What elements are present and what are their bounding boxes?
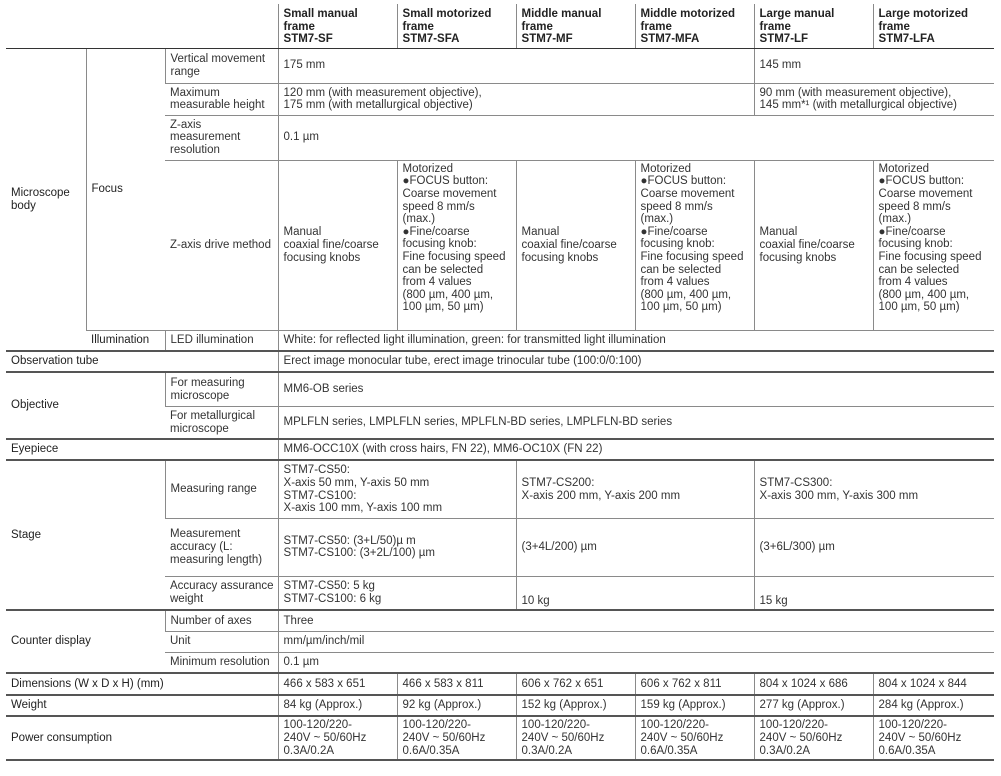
value-z-drive-mfa	[635, 160, 754, 330]
value-accuracy-middle: (3+4L/200) µm	[516, 518, 754, 576]
header-line1: Small manual	[283, 8, 358, 20]
value-dimensions-lf: 804 x 1024 x 686	[754, 673, 873, 695]
drive-motorized-title: Motorized	[402, 162, 454, 175]
header-model: STM7-LFA	[878, 33, 935, 46]
value-power-mfa: 100-120/220- 240V ~ 50/60Hz 0.6A/0.35A	[635, 716, 754, 760]
value-assurance-weight-middle: 10 kg	[516, 576, 754, 610]
value-measuring-range-middle: STM7-CS200: X-axis 200 mm, Y-axis 200 mm	[516, 460, 754, 518]
drive-motorized-title: Motorized	[640, 162, 692, 175]
value-weight-lfa: 284 kg (Approx.)	[873, 695, 994, 716]
label-max-height: Maximum measurable height	[165, 83, 278, 115]
value-dimensions-mf: 606 x 762 x 651	[516, 673, 635, 695]
row-weight	[6, 695, 994, 716]
value-vertical-movement-large: 145 mm	[754, 48, 994, 83]
label-accuracy: Measurement accuracy (L: measuring length)	[165, 518, 278, 576]
group-weight: Weight	[6, 695, 278, 716]
header-stm7-sf	[278, 4, 397, 48]
value-weight-sf: 84 kg (Approx.)	[278, 695, 397, 716]
header-stm7-mf	[516, 4, 635, 48]
group-power: Power consumption	[6, 716, 278, 760]
group-objective: Objective	[6, 372, 165, 439]
group-stage: Stage	[6, 460, 165, 610]
value-measuring-range-small: STM7-CS50: X-axis 50 mm, Y-axis 50 mm STM7-CS100: X-axis 100 mm, Y-axis 100 mm	[278, 460, 516, 518]
label-assurance-weight: Accuracy assurance weight	[165, 576, 278, 610]
value-weight-mf: 152 kg (Approx.)	[516, 695, 635, 716]
value-power-lfa: 100-120/220- 240V ~ 50/60Hz 0.6A/0.35A	[873, 716, 994, 760]
header-model: STM7-MFA	[640, 33, 700, 46]
label-led: LED illumination	[165, 330, 278, 351]
label-z-resolution: Z-axis measurement resolution	[165, 115, 278, 160]
label-axes: Number of axes	[165, 610, 278, 631]
drive-fine-coarse-knob: ●Fine/coarse focusing knob: Fine focusing speed can be selected from 4 values (800 µm, 400 µm, 100 µm, 50 µm)	[878, 225, 982, 314]
label-z-drive: Z-axis drive method	[165, 160, 278, 330]
drive-fine-coarse-knob: ●Fine/coarse focusing knob: Fine focusing speed can be selected from 4 values (800 µm, 400 µm, 100 µm, 50 µm)	[402, 225, 506, 314]
label-unit: Unit	[165, 631, 278, 652]
header-line1: Middle manual	[521, 8, 602, 20]
label-vertical-movement: Vertical movement range	[165, 48, 278, 83]
value-min-resolution: 0.1 µm	[278, 652, 994, 673]
value-weight-lf: 277 kg (Approx.)	[754, 695, 873, 716]
row-objective-measuring	[6, 372, 994, 406]
row-measuring-range	[6, 460, 994, 518]
row-vertical-movement	[6, 48, 994, 83]
group-focus: Focus	[86, 48, 165, 330]
header-line2: frame	[878, 20, 910, 33]
value-led: White: for reflected light illumination, green: for transmitted light illumination	[278, 330, 994, 351]
header-line2: frame	[759, 20, 791, 33]
drive-focus-button: ●FOCUS button: Coarse movement speed 8 mm/s (max.)	[878, 175, 973, 226]
value-eyepiece: MM6-OCC10X (with cross hairs, FN 22), MM6-OC10X (FN 22)	[278, 439, 994, 460]
value-dimensions-lfa: 804 x 1024 x 844	[873, 673, 994, 695]
value-accuracy-small: STM7-CS50: (3+L/50)µ m STM7-CS100: (3+2L/100) µm	[278, 518, 516, 576]
value-power-mf: 100-120/220- 240V ~ 50/60Hz 0.3A/0.2A	[516, 716, 635, 760]
row-dimensions	[6, 673, 994, 695]
header-stm7-mfa	[635, 4, 754, 48]
value-z-drive-sf: Manual coaxial fine/coarse focusing knobs	[278, 160, 397, 330]
value-z-drive-mf: Manual coaxial fine/coarse focusing knobs	[516, 160, 635, 330]
value-assurance-weight-small: STM7-CS50: 5 kg STM7-CS100: 6 kg	[278, 576, 516, 610]
value-power-sfa: 100-120/220- 240V ~ 50/60Hz 0.6A/0.35A	[397, 716, 516, 760]
value-max-height-large: 90 mm (with measurement objective), 145 mm*¹ (with metallurgical objective)	[754, 83, 994, 115]
group-dimensions: Dimensions (W x D x H) (mm)	[6, 673, 278, 695]
header-line2: frame	[402, 20, 434, 33]
group-illumination: Illumination	[86, 330, 165, 351]
row-observation-tube	[6, 351, 994, 372]
row-power	[6, 716, 994, 760]
value-power-lf: 100-120/220- 240V ~ 50/60Hz 0.3A/0.2A	[754, 716, 873, 760]
row-led	[6, 330, 994, 351]
header-line2: frame	[521, 20, 553, 33]
value-accuracy-large: (3+6L/300) µm	[754, 518, 994, 576]
header-line1: Large manual	[759, 8, 835, 20]
header-row	[6, 4, 994, 48]
label-min-resolution: Minimum resolution	[165, 652, 278, 673]
label-objective-measuring: For measuring microscope	[165, 372, 278, 406]
header-line1: Large motorized	[878, 8, 968, 20]
row-eyepiece	[6, 439, 994, 460]
header-line1: Small motorized	[402, 8, 492, 20]
value-observation-tube: Erect image monocular tube, erect image trinocular tube (100:0/0:100)	[278, 351, 994, 372]
header-line1: Middle motorized	[640, 8, 736, 20]
group-microscope-body: Microscope body	[6, 48, 86, 351]
header-model: STM7-LF	[759, 33, 809, 46]
group-observation-tube: Observation tube	[6, 351, 278, 372]
group-eyepiece: Eyepiece	[6, 439, 278, 460]
value-z-resolution: 0.1 µm	[278, 115, 994, 160]
value-dimensions-sfa: 466 x 583 x 811	[397, 673, 516, 695]
header-model: STM7-SFA	[402, 33, 460, 46]
drive-fine-coarse-knob: ●Fine/coarse focusing knob: Fine focusing speed can be selected from 4 values (800 µm, 400 µm, 100 µm, 50 µm)	[640, 225, 744, 314]
label-objective-metallurgical: For metallurgical microscope	[165, 406, 278, 439]
value-z-drive-sfa	[397, 160, 516, 330]
header-stm7-sfa	[397, 4, 516, 48]
value-measuring-range-large: STM7-CS300: X-axis 300 mm, Y-axis 300 mm	[754, 460, 994, 518]
value-weight-sfa: 92 kg (Approx.)	[397, 695, 516, 716]
drive-focus-button: ●FOCUS button: Coarse movement speed 8 mm/s (max.)	[640, 175, 735, 226]
value-objective-measuring: MM6-OB series	[278, 372, 994, 406]
label-measuring-range: Measuring range	[165, 460, 278, 518]
value-dimensions-mfa: 606 x 762 x 811	[635, 673, 754, 695]
header-model: STM7-MF	[521, 33, 573, 46]
row-axes	[6, 610, 994, 631]
drive-motorized-title: Motorized	[878, 162, 930, 175]
value-dimensions-sf: 466 x 583 x 651	[278, 673, 397, 695]
value-vertical-movement-small-middle: 175 mm	[278, 48, 754, 83]
value-power-sf: 100-120/220- 240V ~ 50/60Hz 0.3A/0.2A	[278, 716, 397, 760]
value-max-height-small-middle: 120 mm (with measurement objective), 175 mm (with metallurgical objective)	[278, 83, 754, 115]
header-line2: frame	[640, 20, 672, 33]
group-counter-display: Counter display	[6, 610, 165, 673]
value-objective-metallurgical: MPLFLN series, LMPLFLN series, MPLFLN-BD series, LMPLFLN-BD series	[278, 406, 994, 439]
value-z-drive-lf: Manual coaxial fine/coarse focusing knobs	[754, 160, 873, 330]
value-z-drive-lfa	[873, 160, 994, 330]
value-axes: Three	[278, 610, 994, 631]
header-model: STM7-SF	[283, 33, 333, 46]
header-blank	[6, 4, 278, 48]
header-stm7-lfa	[873, 4, 994, 48]
drive-focus-button: ●FOCUS button: Coarse movement speed 8 mm/s (max.)	[402, 175, 497, 226]
header-stm7-lf	[754, 4, 873, 48]
value-unit: mm/µm/inch/mil	[278, 631, 994, 652]
header-line2: frame	[283, 20, 315, 33]
value-weight-mfa: 159 kg (Approx.)	[635, 695, 754, 716]
value-assurance-weight-large: 15 kg	[754, 576, 994, 610]
spec-table	[6, 4, 994, 761]
